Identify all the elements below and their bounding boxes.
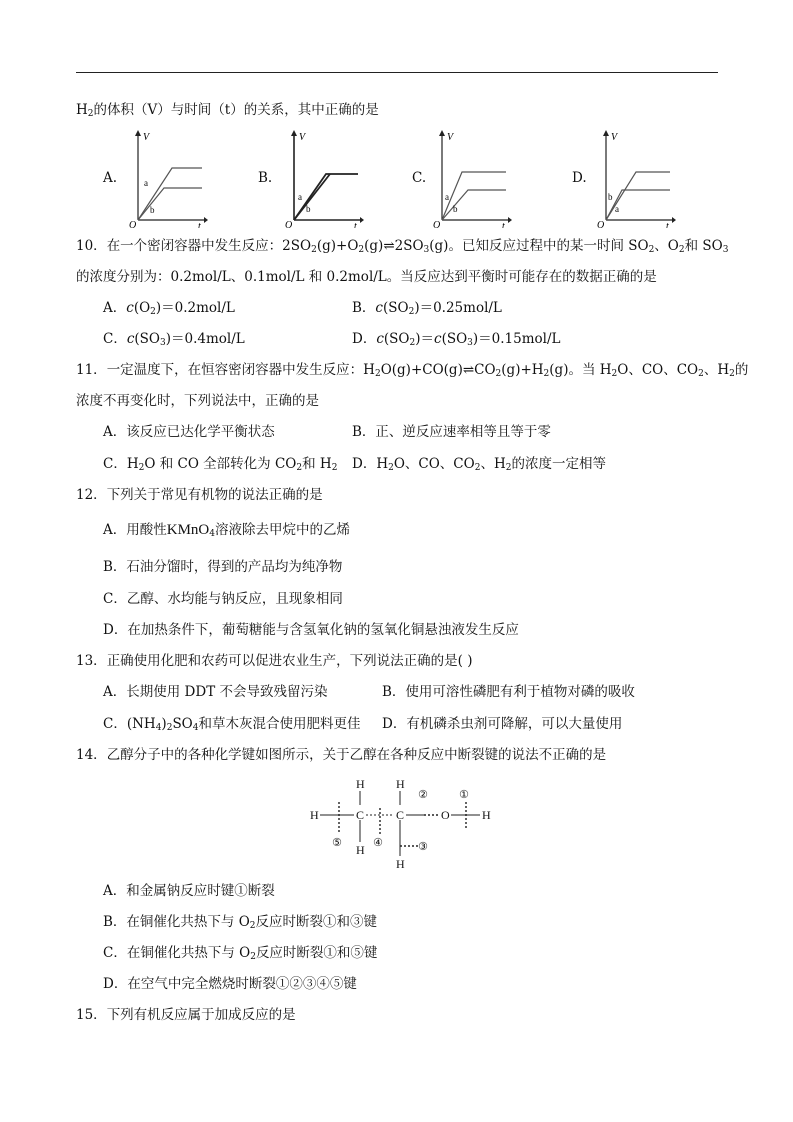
atom-h-left: H xyxy=(310,808,319,822)
graph-a-label: A. xyxy=(103,170,118,186)
q11-option-c: C．$H_2O$ 和 CO 全部转化为 $CO_2$和 $H_2$ xyxy=(103,456,338,473)
graph-d-y-label: V xyxy=(611,132,618,143)
q9-stem-continuation: $H_2$的体积（V）与时间（t）的关系，其中正确的是 xyxy=(76,102,379,119)
atom-h-bot2: H xyxy=(396,857,405,871)
q12-option-b: B．石油分馏时，得到的产品均为纯净物 xyxy=(103,559,343,575)
graph-b-line-b: b xyxy=(306,204,311,214)
bond-label-4: ④ xyxy=(373,836,383,849)
q11-stem: 11．一定温度下，在恒容密闭容器中发生反应：$H_2O(g)+CO(g)\rightleftharpoons CO_2(g)+H_2(g)$。当 $H_2O$、CO、$CO_2$、$H_2$的 xyxy=(76,362,749,379)
q10-option-a: A．$c(O_2)=0.2mol/L$ xyxy=(103,300,235,317)
graph-a-x-label: t xyxy=(198,221,201,228)
header-rule xyxy=(76,72,718,73)
atom-h-bot1: H xyxy=(356,843,365,857)
q11-option-d: D．$H_2O$、CO、$CO_2$、$H_2$的浓度一定相等 xyxy=(352,456,606,473)
atom-c1: C xyxy=(356,808,365,822)
bond-label-1: ① xyxy=(459,788,469,801)
graph-b-origin: O xyxy=(285,220,293,228)
q14-option-a: A．和金属钠反应时键①断裂 xyxy=(103,883,275,899)
graph-d-line-b: b xyxy=(608,192,613,202)
q10-option-d: D．$c(SO_2)=c(SO_3)=0.15mol/L$ xyxy=(352,331,561,348)
atom-h-top2: H xyxy=(396,777,405,791)
q12-option-d: D．在加热条件下，葡萄糖能与含氢氧化钠的氢氧化铜悬浊液发生反应 xyxy=(103,622,519,638)
graph-a-line-a: a xyxy=(144,178,148,188)
graph-d-line-a: a xyxy=(615,204,619,214)
atom-c2: C xyxy=(396,808,405,822)
q14-option-b: B．在铜催化共热下与 $O_2$反应时断裂①和③键 xyxy=(103,914,378,931)
graph-c-line-a: a xyxy=(445,192,449,202)
graph-a xyxy=(128,128,208,228)
graph-c-line-b: b xyxy=(453,204,458,214)
bond-label-5: ⑤ xyxy=(332,836,342,849)
q12-option-c: C．乙醇、水均能与钠反应，且现象相同 xyxy=(103,591,343,607)
q13-option-c: C．$(NH_4)_2SO_4$和草木灰混合使用肥料更佳 xyxy=(103,716,361,733)
q10-option-c: C．$c(SO_3)=0.4mol/L$ xyxy=(103,331,245,348)
q12-stem: 12．下列关于常见有机物的说法正确的是 xyxy=(76,487,323,503)
graph-b-x-label: t xyxy=(354,221,357,228)
graph-c-y-label: V xyxy=(447,132,454,143)
q11-option-a: A．该反应已达化学平衡状态 xyxy=(103,424,275,440)
graph-c-origin: O xyxy=(433,220,441,228)
q13-option-b: B．使用可溶性磷肥有利于植物对磷的吸收 xyxy=(382,684,635,700)
q12-option-a: A．用酸性KMnO$_4$溶液除去甲烷中的乙烯 xyxy=(103,522,350,539)
graph-d-origin: O xyxy=(597,220,605,228)
q13-option-d: D．有机磷杀虫剂可降解，可以大量使用 xyxy=(382,716,623,732)
q13-stem: 13．正确使用化肥和农药可以促进农业生产，下列说法正确的是( ) xyxy=(76,653,473,669)
graph-c-x-label: t xyxy=(502,221,505,228)
atom-h-top1: H xyxy=(356,777,365,791)
graph-a-y-label: V xyxy=(143,132,150,143)
graph-d-label: D. xyxy=(572,170,587,186)
q10-option-b: B．$c(SO_2)=0.25mol/L$ xyxy=(352,300,502,317)
atom-o: O xyxy=(441,808,450,822)
bond-label-3: ③ xyxy=(418,840,428,853)
graph-b-label: B. xyxy=(258,170,273,186)
q11-option-b: B．正、逆反应速率相等且等于零 xyxy=(352,424,551,440)
q15-stem: 15．下列有机反应属于加成反应的是 xyxy=(76,1007,296,1023)
graph-c xyxy=(432,128,512,228)
ethanol-structure-diagram xyxy=(300,776,500,872)
q14-stem: 14．乙醇分子中的各种化学键如图所示，关于乙醇在各种反应中断裂键的说法不正确的是 xyxy=(76,747,607,763)
graph-a-origin: O xyxy=(129,220,137,228)
q10-stem: 10．在一个密闭容器中发生反应：$2SO_2(g)+O_2(g)\rightleftharpoons 2SO_3(g)$。已知反应过程中的某一时间 $SO_2$、$O_2$和 $SO_3$ xyxy=(76,238,729,255)
graph-b-line-a: a xyxy=(298,192,302,202)
q10-stem-line2: 的浓度分别为：0.2mol/L、0.1mol/L 和 0.2mol/L。当反应达到平衡时可能存在的数据正确的是 xyxy=(76,269,657,285)
bond-label-2: ② xyxy=(418,788,428,801)
q11-stem-line2: 浓度不再变化时，下列说法中，正确的是 xyxy=(76,393,319,409)
q14-option-d: D．在空气中完全燃烧时断裂①②③④⑤键 xyxy=(103,976,357,992)
q13-option-a: A．长期使用 DDT 不会导致残留污染 xyxy=(103,684,328,700)
graph-b xyxy=(284,128,364,228)
graph-a-line-b: b xyxy=(150,205,155,215)
graph-c-label: C. xyxy=(412,170,427,186)
atom-h-right: H xyxy=(482,808,491,822)
graph-d xyxy=(596,128,676,228)
q14-option-c: C．在铜催化共热下与 $O_2$反应时断裂①和⑤键 xyxy=(103,945,378,962)
graph-b-y-label: V xyxy=(299,132,306,143)
graph-d-x-label: t xyxy=(666,221,669,228)
